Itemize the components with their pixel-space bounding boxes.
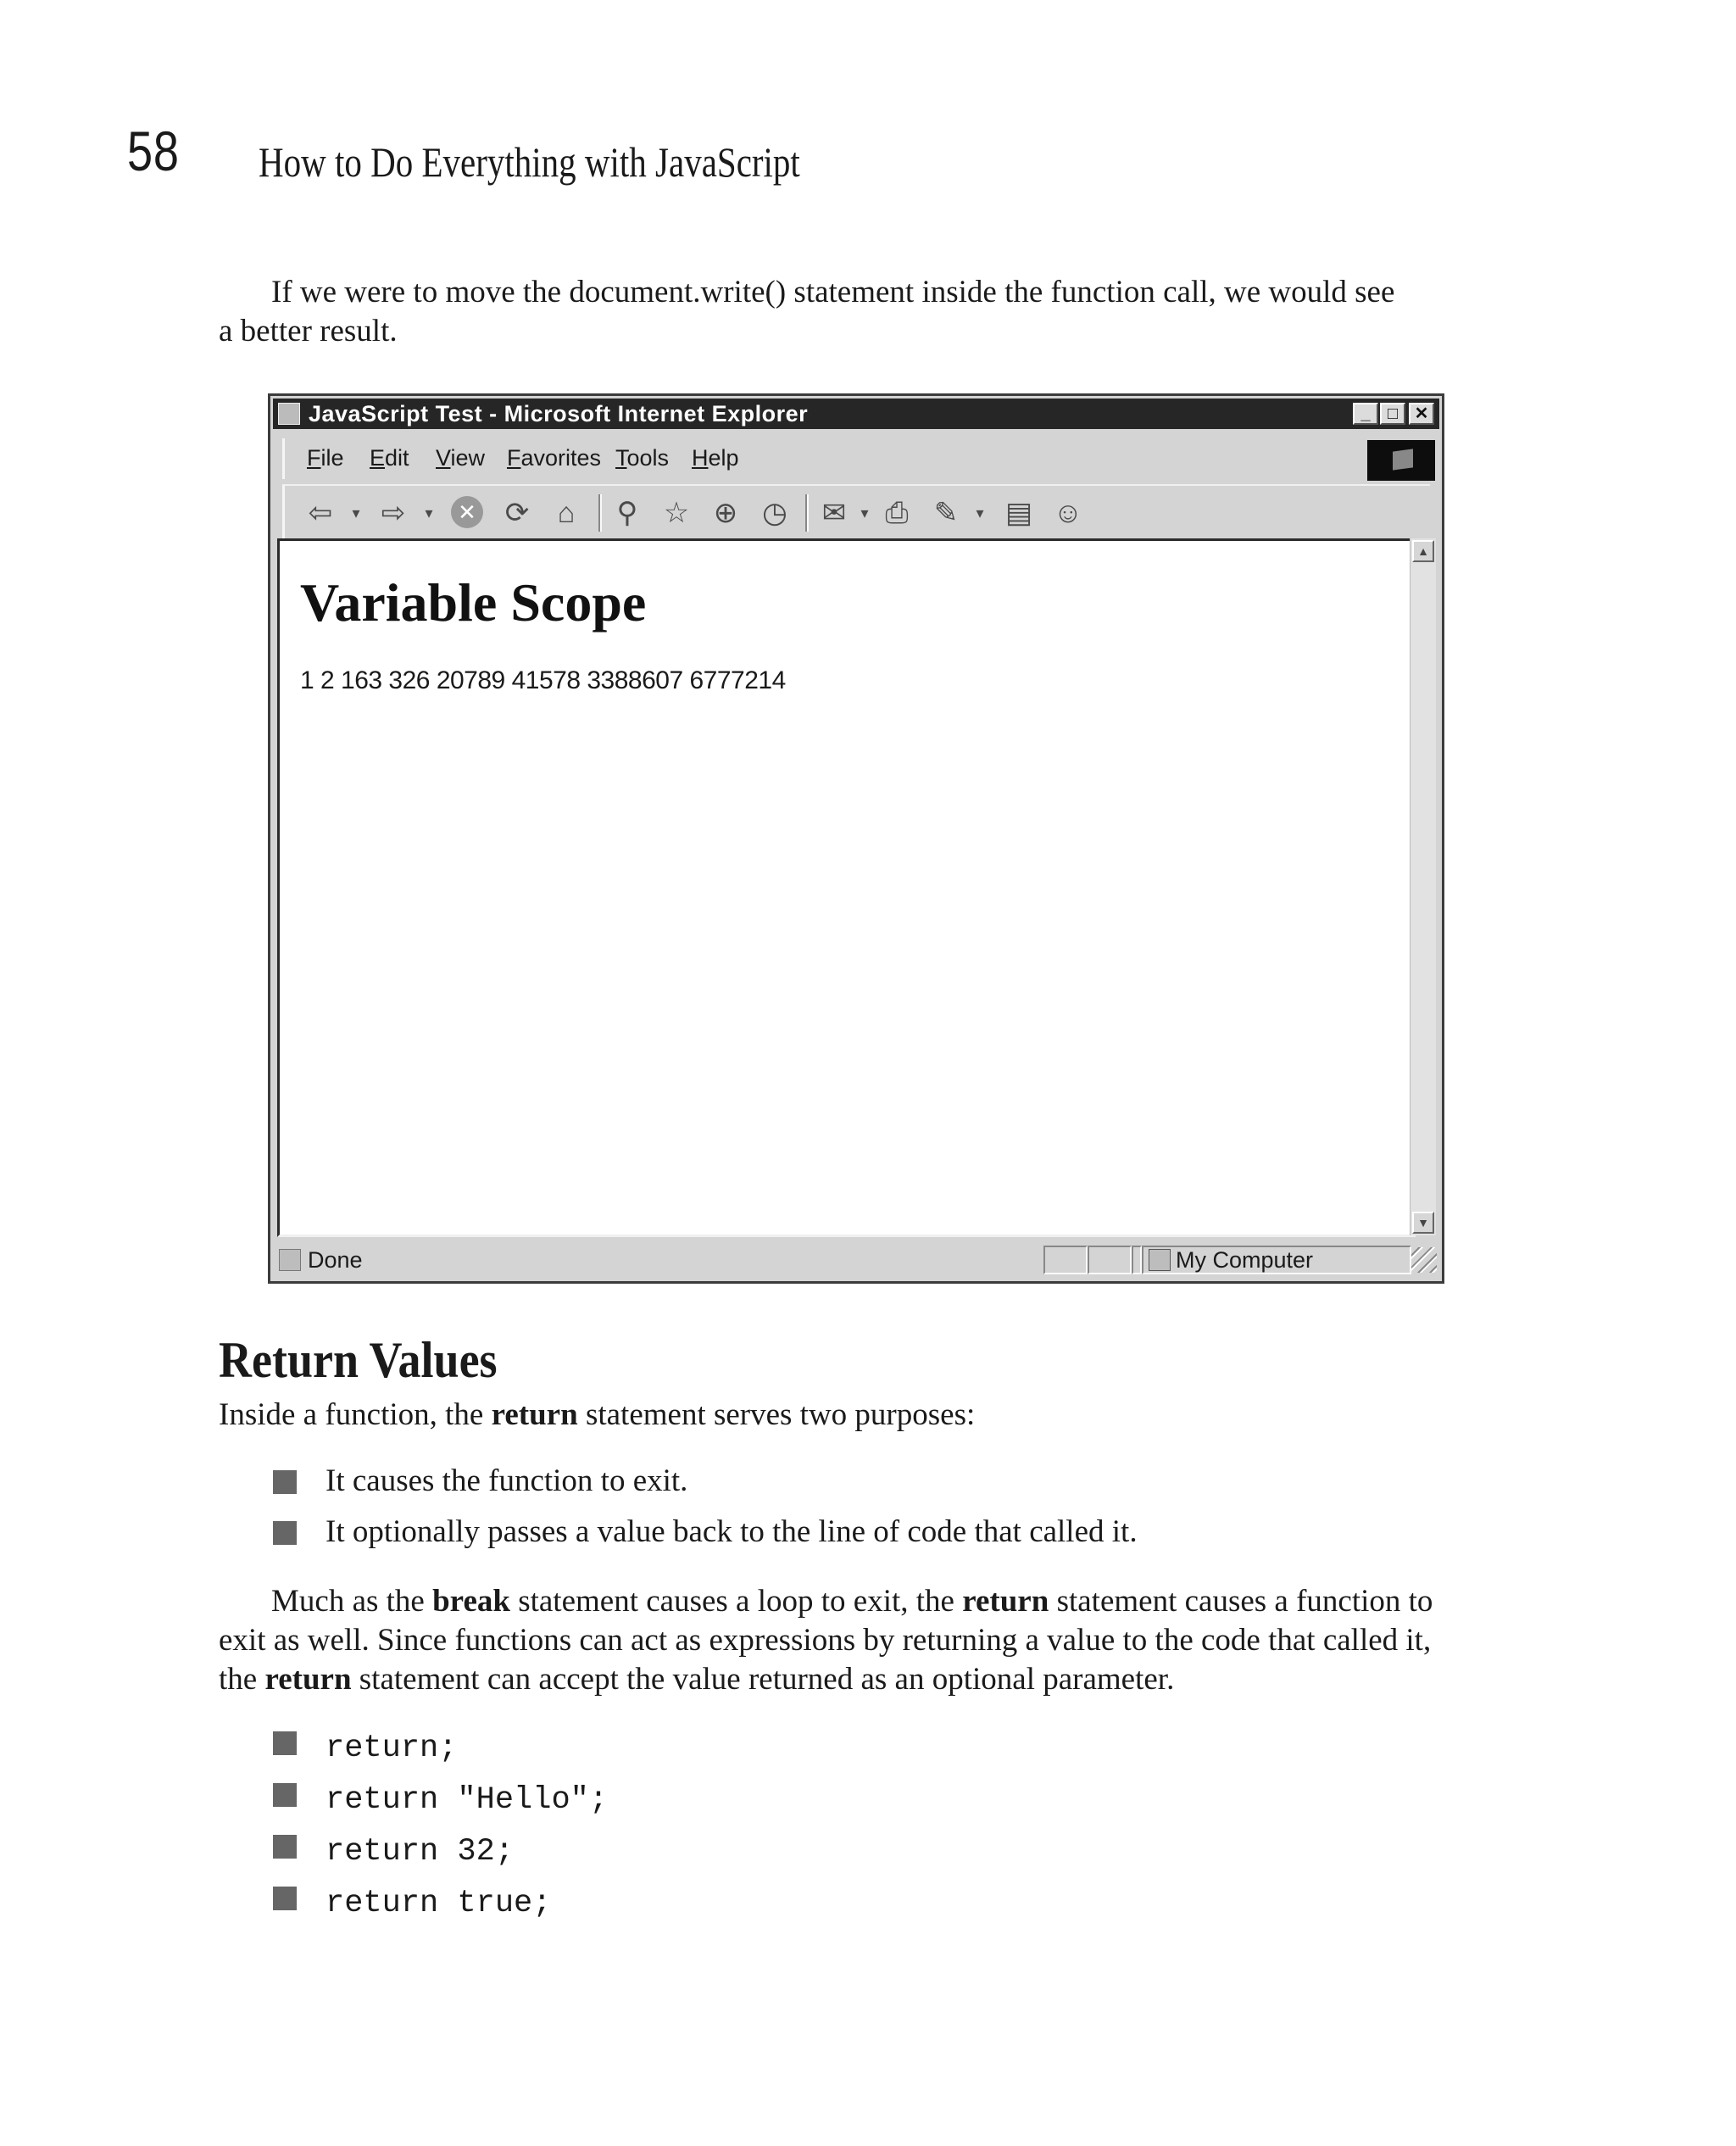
- minimize-button[interactable]: _: [1353, 403, 1378, 425]
- intro-line-1: If we were to move the document.write() statement inside the function call, we would see: [271, 275, 1395, 309]
- toolbar: [282, 484, 1430, 540]
- code-text: return "Hello";: [326, 1782, 609, 1818]
- forward-icon[interactable]: ⇨: [381, 497, 406, 529]
- intro-text: Inside a function, the: [219, 1397, 492, 1432]
- maximize-button[interactable]: □: [1380, 403, 1405, 425]
- title-bar: [273, 399, 1439, 429]
- para-text: exit as well. Since functions can act as expressions by returning a value to the code that called it,: [219, 1623, 1432, 1658]
- media-icon[interactable]: ⊕: [713, 497, 738, 529]
- keyword-return: return: [962, 1584, 1049, 1619]
- para-text: the: [219, 1662, 265, 1697]
- para-text: statement can accept the value returned as an optional parameter.: [351, 1662, 1175, 1697]
- list-item-text: It causes the function to exit.: [326, 1463, 688, 1498]
- intro-text: statement serves two purposes:: [577, 1397, 976, 1432]
- mail-dropdown-icon[interactable]: ▾: [860, 504, 869, 521]
- list-item: [270, 1513, 1138, 1552]
- code-example-list: [270, 1723, 608, 1930]
- para-text: statement causes a function to: [1049, 1584, 1433, 1619]
- search-icon[interactable]: ⚲: [616, 497, 638, 529]
- menu-file[interactable]: File: [307, 445, 344, 471]
- forward-dropdown-icon[interactable]: ▾: [425, 504, 433, 521]
- edit-icon[interactable]: ✎: [933, 497, 959, 529]
- bullet-icon: [273, 1783, 297, 1807]
- menu-help[interactable]: Help: [692, 445, 739, 471]
- browser-window: [268, 393, 1444, 1284]
- scroll-up-icon[interactable]: ▲: [1412, 540, 1434, 562]
- list-item-text: It optionally passes a value back to the line of code that called it.: [326, 1514, 1138, 1549]
- status-panel: [1088, 1246, 1132, 1274]
- home-icon[interactable]: ⌂: [557, 497, 576, 529]
- break-return-paragraph: [219, 1582, 1499, 1699]
- page-number: 58: [127, 120, 180, 182]
- status-bar: [275, 1242, 1437, 1278]
- mail-icon[interactable]: ✉: [821, 497, 847, 529]
- purpose-list: [270, 1462, 1138, 1552]
- menu-view[interactable]: View: [436, 445, 486, 471]
- section-heading: Return Values: [219, 1332, 498, 1388]
- edit-dropdown-icon[interactable]: ▾: [976, 504, 984, 521]
- status-text: Done: [308, 1247, 363, 1273]
- back-dropdown-icon[interactable]: ▾: [352, 504, 360, 521]
- status-panel: [1043, 1246, 1088, 1274]
- bullet-icon: [273, 1835, 297, 1859]
- history-icon[interactable]: ◷: [762, 497, 787, 529]
- list-item: [270, 1462, 1138, 1501]
- section-intro: [219, 1396, 1499, 1435]
- bullet-icon: [273, 1470, 297, 1494]
- code-item: [270, 1775, 608, 1826]
- para-text: statement causes a loop to exit, the: [509, 1584, 963, 1619]
- discuss-icon[interactable]: ▤: [1004, 497, 1033, 529]
- window-title: JavaScript Test - Microsoft Internet Explorer: [309, 401, 809, 426]
- keyword-return: return: [491, 1397, 578, 1432]
- windows-logo-icon: [1367, 440, 1435, 481]
- bullet-icon: [273, 1521, 297, 1545]
- favorites-icon[interactable]: ☆: [663, 497, 690, 529]
- toolbar-separator: [805, 494, 809, 532]
- close-button[interactable]: ✕: [1409, 403, 1434, 425]
- code-text: return true;: [326, 1886, 552, 1921]
- page-viewport: [277, 538, 1416, 1237]
- vertical-scrollbar[interactable]: [1410, 538, 1436, 1235]
- page-output: 1 2 163 326 20789 41578 3388607 6777214: [300, 666, 786, 694]
- menu-bar: [282, 438, 1430, 479]
- code-text: return 32;: [326, 1834, 515, 1870]
- toolbar-separator: [598, 494, 602, 532]
- scroll-down-icon[interactable]: ▼: [1412, 1212, 1434, 1234]
- book-title: How to Do Everything with JavaScript: [259, 138, 800, 186]
- refresh-icon[interactable]: ⟳: [504, 497, 530, 529]
- ie-app-icon: [278, 403, 300, 425]
- page-done-icon: [279, 1249, 301, 1271]
- code-item: [270, 1878, 608, 1930]
- code-item: [270, 1826, 608, 1878]
- status-panel: [1132, 1246, 1142, 1274]
- resize-grip-icon[interactable]: [1411, 1247, 1437, 1273]
- menu-favorites[interactable]: Favorites: [507, 445, 602, 471]
- bullet-icon: [273, 1731, 297, 1755]
- page-heading: Variable Scope: [300, 572, 647, 633]
- print-icon[interactable]: ⎙: [885, 497, 909, 529]
- zone-text: My Computer: [1176, 1247, 1314, 1273]
- bullet-icon: [273, 1887, 297, 1910]
- intro-paragraph: [219, 273, 1499, 351]
- code-item: [270, 1723, 608, 1775]
- code-text: return;: [326, 1731, 458, 1766]
- intro-line-2: a better result.: [219, 314, 398, 348]
- menu-edit[interactable]: Edit: [370, 445, 409, 471]
- keyword-return: return: [264, 1662, 352, 1697]
- keyword-break: break: [432, 1584, 510, 1619]
- computer-icon: [1149, 1249, 1171, 1271]
- messenger-icon[interactable]: ☺: [1053, 497, 1083, 529]
- menu-tools[interactable]: Tools: [615, 445, 670, 471]
- para-text: Much as the: [271, 1584, 433, 1619]
- stop-icon[interactable]: ✕: [451, 496, 483, 528]
- back-icon[interactable]: ⇦: [308, 497, 333, 529]
